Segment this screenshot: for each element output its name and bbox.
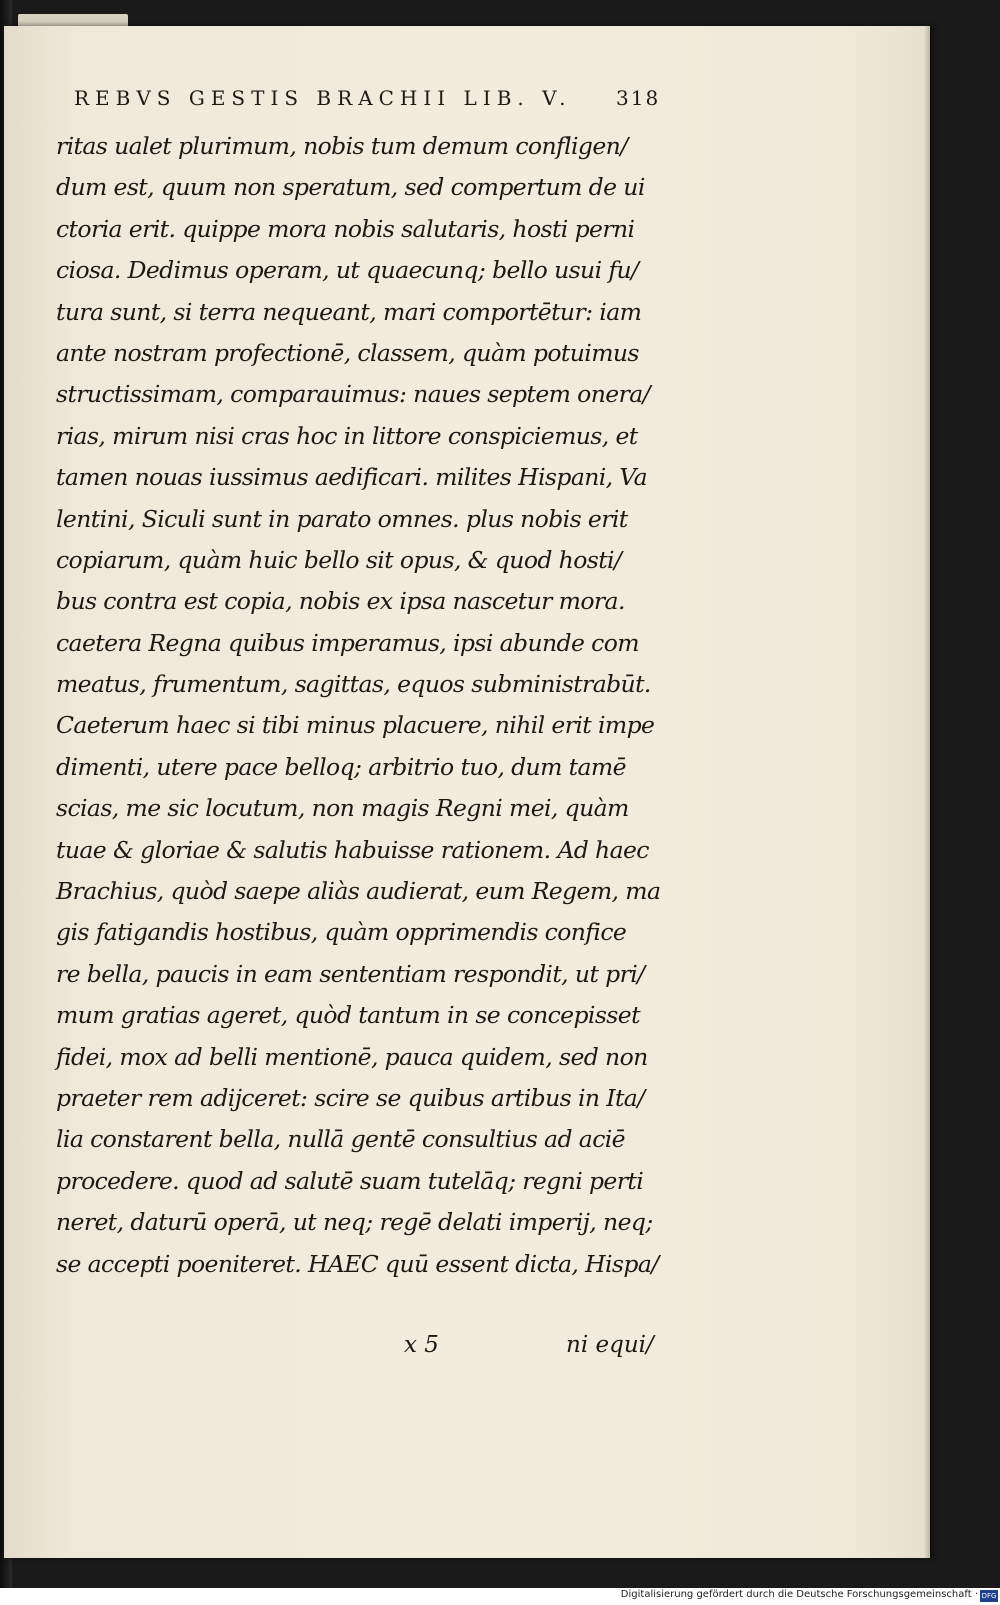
signature-mark: x 5 bbox=[404, 1332, 439, 1358]
text-line: ciosa. Dedimus operam, ut quaecunq; bello usui fu/ bbox=[56, 256, 639, 285]
text-line: ctoria erit. quippe mora nobis salutaris, hosti perni bbox=[56, 214, 635, 243]
text-line: tuae & gloriae & salutis habuisse rationem. Ad haec bbox=[56, 835, 649, 864]
running-head: REBVS GESTIS BRACHII LIB. V. bbox=[74, 86, 572, 110]
catchword: ni equi/ bbox=[566, 1332, 654, 1358]
text-line: re bella, paucis in eam sententiam respondit, ut pri/ bbox=[56, 959, 645, 988]
body-text bbox=[56, 126, 666, 1285]
text-line: caetera Regna quibus imperamus, ipsi abunde com bbox=[56, 628, 639, 657]
text-line: mum gratias ageret, quòd tantum in se concepisset bbox=[56, 1001, 640, 1030]
text-line: neret, daturū operā, ut neq; regē delati imperij, neq; bbox=[56, 1208, 653, 1237]
text-line: lentini, Siculi sunt in parato omnes. plus nobis erit bbox=[56, 504, 628, 533]
page-number: 318 bbox=[616, 86, 661, 110]
text-line: se accepti poeniteret. HAEC quū essent dicta, Hispa/ bbox=[56, 1249, 659, 1278]
text-line: tura sunt, si terra nequeant, mari comportētur: iam bbox=[56, 297, 642, 326]
text-line: dimenti, utere pace belloq; arbitrio tuo, dum tamē bbox=[56, 752, 626, 781]
book-page bbox=[4, 26, 930, 1558]
text-line: copiarum, quàm huic bello sit opus, & quod hosti/ bbox=[56, 545, 622, 574]
text-line: gis fatigandis hostibus, quàm opprimendis confice bbox=[56, 918, 627, 947]
text-line: scias, me sic locutum, non magis Regni mei, quàm bbox=[56, 794, 629, 823]
dfg-logo: DFG bbox=[981, 1592, 997, 1600]
text-line: ante nostram profectionē, classem, quàm potuimus bbox=[56, 338, 639, 367]
text-line: dum est, quum non speratum, sed compertum de ui bbox=[56, 173, 645, 202]
text-line: procedere. quod ad salutē suam tutelāq; regni perti bbox=[56, 1166, 644, 1195]
text-line: bus contra est copia, nobis ex ipsa nascetur mora. bbox=[56, 587, 625, 616]
text-line: rias, mirum nisi cras hoc in littore conspiciemus, et bbox=[56, 421, 638, 450]
text-line: Brachius, quòd saepe aliàs audierat, eum Regem, ma bbox=[56, 877, 661, 906]
text-line: lia constarent bella, nullā gentē consultius ad aciē bbox=[56, 1125, 625, 1154]
funding-credit: Digitalisierung gefördert durch die Deutsche Forschungsgemeinschaft · bbox=[620, 1589, 978, 1600]
text-line: tamen nouas iussimus aedificari. milites Hispani, Va bbox=[56, 463, 648, 492]
text-line: praeter rem adijceret: scire se quibus artibus in Ita/ bbox=[56, 1083, 645, 1112]
page-edge bbox=[924, 26, 930, 1558]
text-line: ritas ualet plurimum, nobis tum demum confligen/ bbox=[56, 132, 628, 160]
text-line: meatus, frumentum, sagittas, equos subministrabūt. bbox=[56, 670, 651, 699]
text-line: fidei, mox ad belli mentionē, pauca quidem, sed non bbox=[56, 1042, 648, 1071]
text-line: structissimam, comparauimus: naues septem onera/ bbox=[56, 380, 650, 409]
text-line: Caeterum haec si tibi minus placuere, nihil erit impe bbox=[56, 711, 655, 740]
